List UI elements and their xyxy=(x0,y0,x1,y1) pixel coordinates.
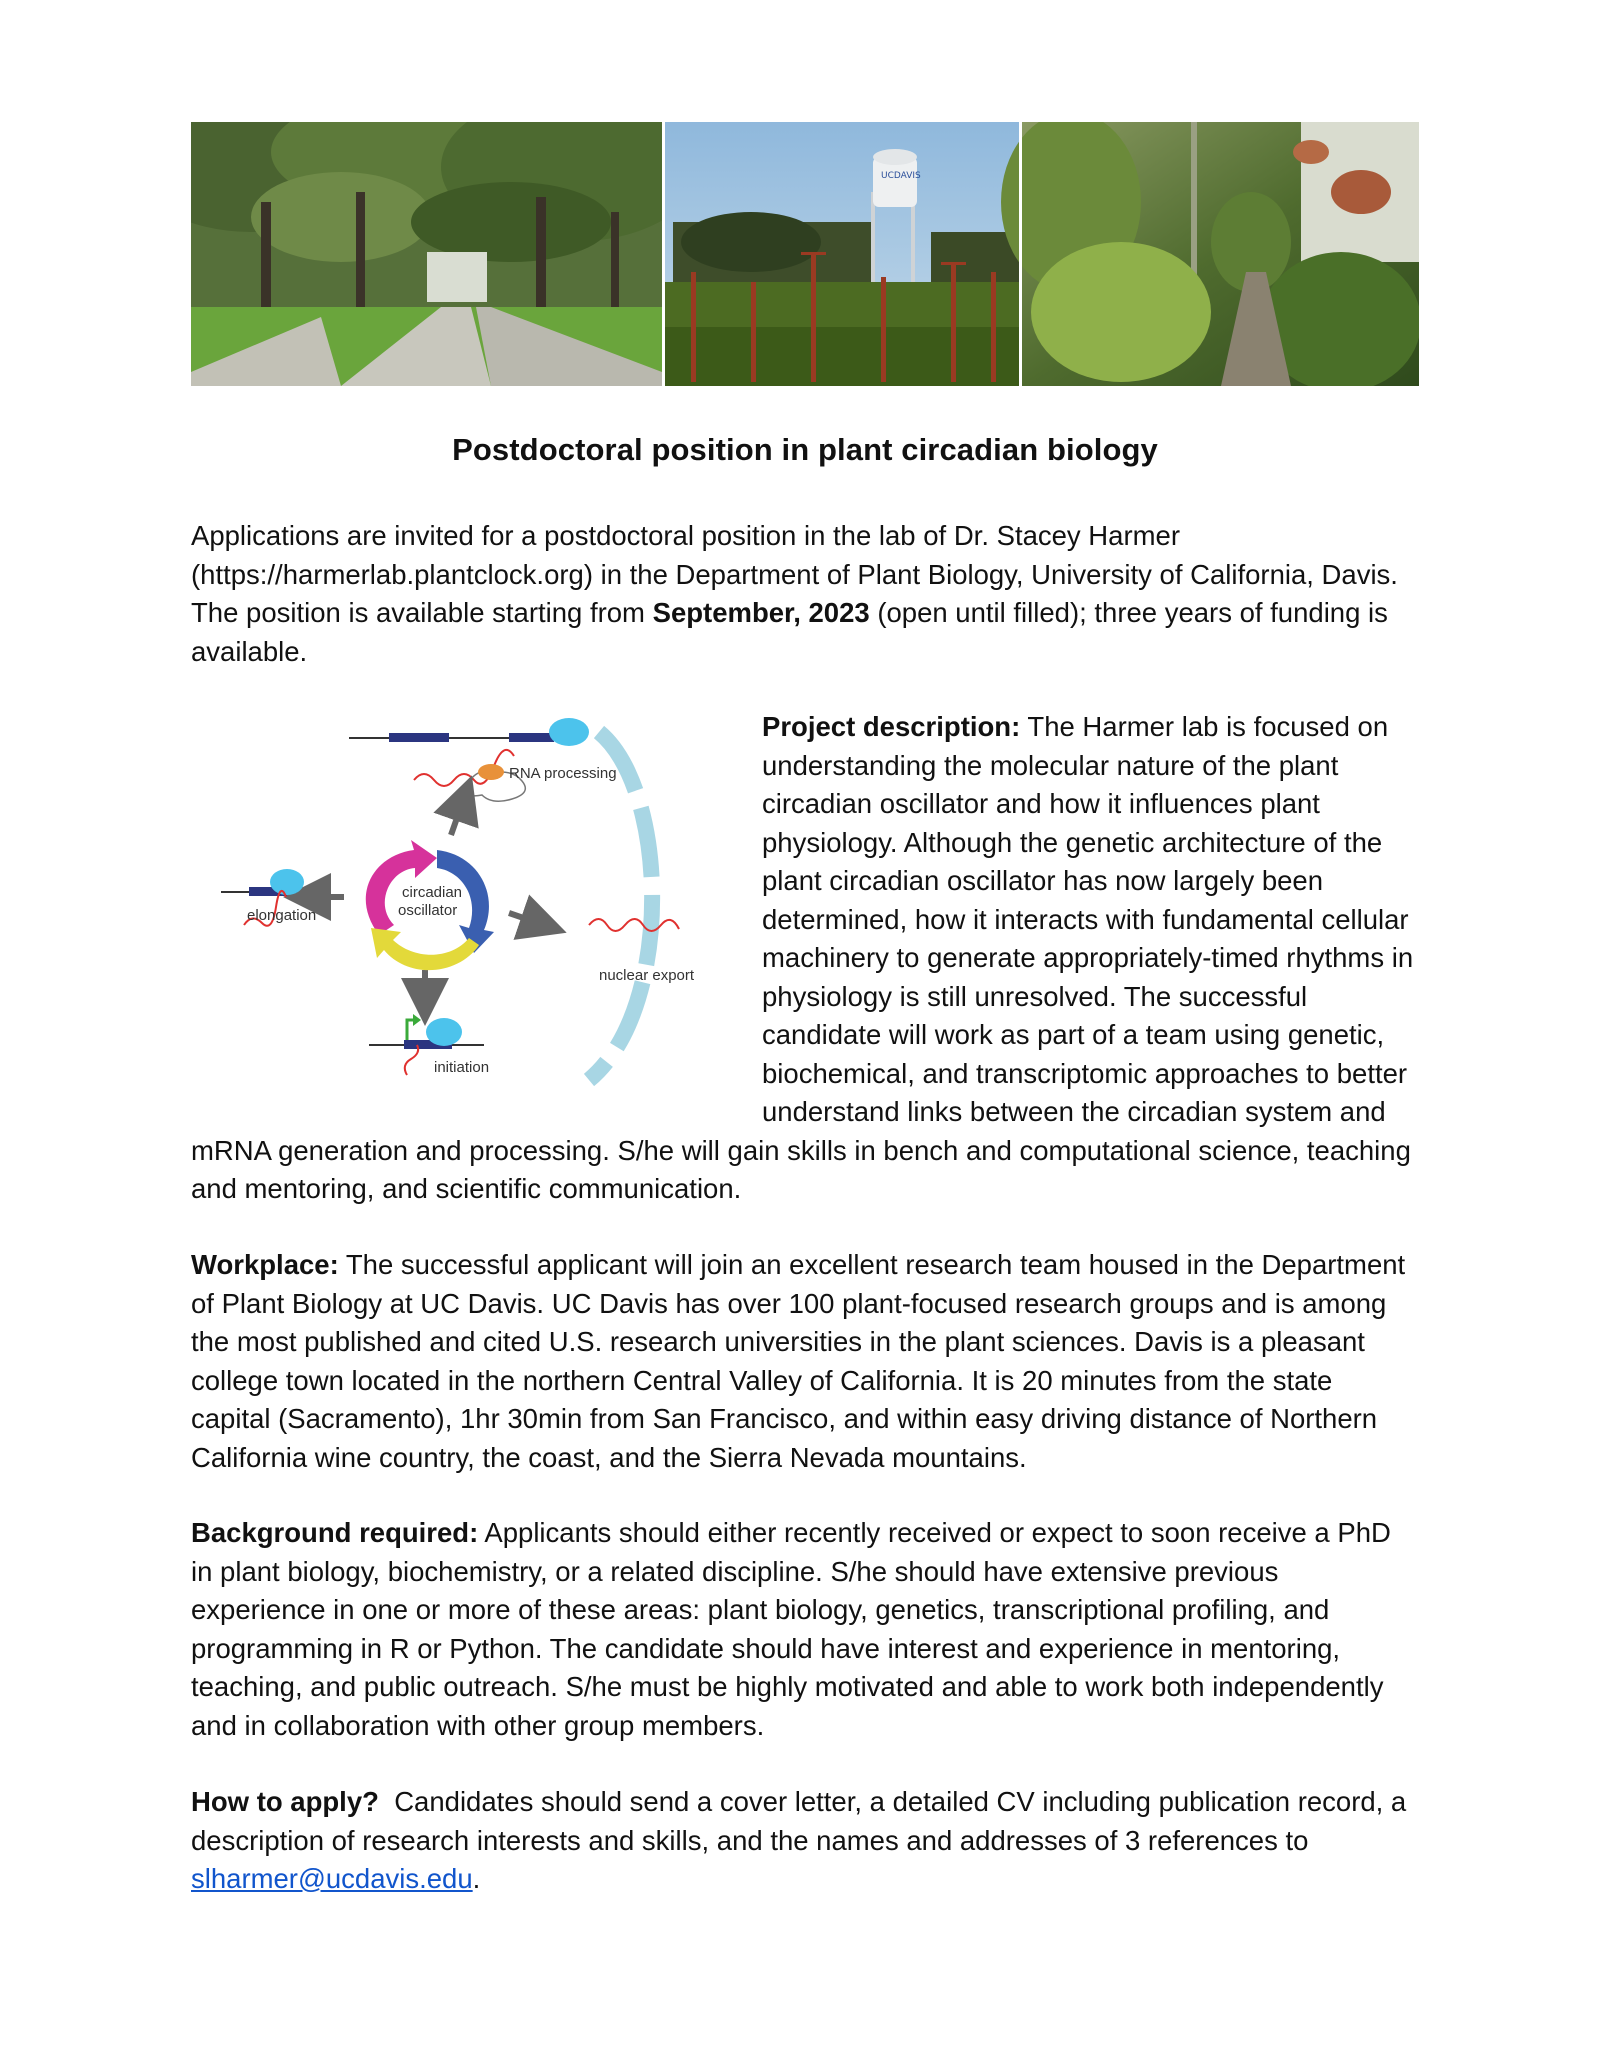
initiation-label: initiation xyxy=(434,1059,490,1076)
arrow-up xyxy=(451,798,464,835)
circadian-oscillator-diagram xyxy=(189,710,744,1096)
greenhouse-photo xyxy=(1001,122,1419,386)
rna-processing-label: RNA processing xyxy=(509,765,617,782)
document-title: Postdoctoral position in plant circadian biology xyxy=(452,432,1158,467)
background-section xyxy=(191,1514,1419,1745)
workplace-heading: Workplace: xyxy=(191,1249,339,1280)
email-link[interactable]: slharmer@ucdavis.edu xyxy=(191,1863,473,1894)
howto-end: . xyxy=(472,1863,481,1894)
initiation-group xyxy=(369,1014,489,1076)
intro-paragraph xyxy=(191,517,1419,671)
project-text: The Harmer lab is focused on understanding the molecular nature of the plant circadian oscillator and how it influences plant physiology. Although the genetic architecture of the plant circadian oscillator has now largely been determined, how it interacts with fundamental cellular machinery to generate appropriately-timed rhythms in physiology is still unresolved. The successful candidate will work as part of a team using genetic, biochemical, and transcriptomic approaches to better understand links between the circadian system and mRNA generation and processing. S/he will gain skills in bench and computational science, teaching and mentoring, and scientific communication. xyxy=(191,711,1414,1204)
oscillator-label-2: oscillator xyxy=(398,902,458,919)
nuclear-export-label: nuclear export xyxy=(599,967,695,984)
background-heading: Background required: xyxy=(191,1517,479,1548)
workplace-text: The successful applicant will join an excellent research team housed in the Department of Plant Biology at UC Davis. UC Davis has over 100 plant-focused research groups and is among the most published and cited U.S. research universities in the plant sciences. Davis is a pleasant college town located in the northern Central Valley of California. It is 20 minutes from the state capital (Sacramento), 1hr 30min from San Francisco, and within easy driving distance of Northern California wine country, the coast, and the Sierra Nevada mountains. xyxy=(191,1249,1406,1473)
how-to-apply-section xyxy=(191,1783,1419,1899)
header-photo-banner xyxy=(191,122,1419,386)
vineyard-water-tower-photo xyxy=(665,122,1019,386)
howto-text: Candidates should send a cover letter, a detailed CV including publication record, a description of research interests and skills, and the names and addresses of 3 references to xyxy=(191,1786,1414,1856)
project-description-section xyxy=(191,708,1419,1209)
background-text: Applicants should either recently received or expect to soon receive a PhD in plant biology, biochemistry, or a related discipline. S/he should have extensive previous experience in one or more of these areas: plant biology, genetics, transcriptional profiling, and programming in R or Python. The candidate should have interest and experience in mentoring, teaching, and public outreach. S/he must be highly motivated and able to work both independently and in collaboration with other group members. xyxy=(191,1517,1391,1741)
elongation-group xyxy=(221,869,316,926)
start-date: September, 2023 xyxy=(652,597,870,628)
intro-text-end: (open until filled); three years of funding is available. xyxy=(191,597,1388,667)
workplace-section xyxy=(191,1246,1419,1477)
elongation-label: elongation xyxy=(247,907,317,924)
howto-heading: How to apply? xyxy=(191,1786,379,1817)
svg-text:UCDAVIS: UCDAVIS xyxy=(881,171,921,181)
oscillator-cycle xyxy=(366,840,494,970)
nuclear-membrane xyxy=(589,732,652,1080)
project-heading: Project description: xyxy=(762,711,1021,742)
rna-processing-group xyxy=(349,718,617,801)
oscillator-label-1: circadian xyxy=(402,884,463,901)
campus-tree-path-photo xyxy=(191,122,701,386)
intro-text: Applications are invited for a postdoctoral position in the lab of Dr. Stacey Harmer (https://harmerlab.plantclock.org) in the Department of Plant Biology, University of California, Davis. The position is available starting from xyxy=(191,520,1398,628)
arrow-right xyxy=(509,913,544,925)
